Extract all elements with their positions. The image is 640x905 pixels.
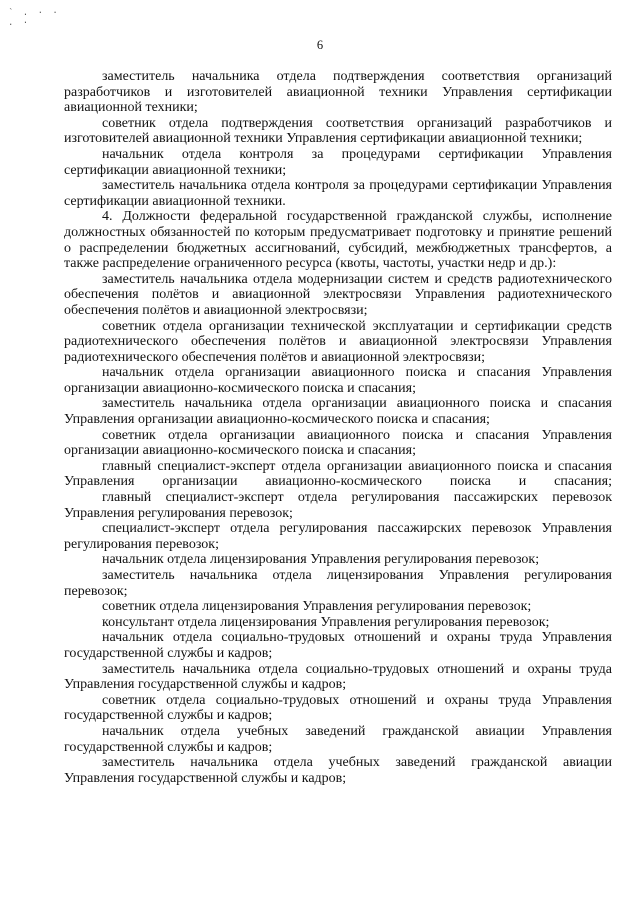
paragraph: заместитель начальника отдела учебных заведений гражданской авиации Управления государственной службы и кадров; (64, 755, 612, 786)
paragraph: заместитель начальника отдела контроля за процедурами сертификации Управления сертификации авиационной техники. (64, 178, 612, 209)
paragraph: советник отдела организации технической эксплуатации и сертификации средств радиотехнического обеспечения полётов и авиационной электросвязи Управления радиотехнического обеспечения полётов и авиационной электросвязи; (64, 318, 612, 365)
paragraph: заместитель начальника отдела лицензирования Управления регулирования перевозок; (64, 568, 612, 599)
paragraph: начальник отдела контроля за процедурами сертификации Управления сертификации авиационной техники; (64, 146, 612, 178)
paragraph: заместитель начальника отдела организации авиационного поиска и спасания Управления организации авиационно-космического поиска и спасания; (64, 396, 612, 428)
document-body (64, 69, 612, 786)
paragraph: советник отдела социально-трудовых отношений и охраны труда Управления государственной службы и кадров; (64, 692, 612, 724)
paragraph: советник отдела организации авиационного поиска и спасания Управления организации авиационно-космического поиска и спасания; (64, 427, 612, 459)
paragraph: советник отдела лицензирования Управления регулирования перевозок; (102, 599, 532, 615)
paragraph: специалист-эксперт отдела регулирования пассажирских перевозок Управления регулирования перевозок; (64, 521, 612, 552)
paragraph: начальник отдела лицензирования Управления регулирования перевозок; (102, 552, 540, 568)
scan-marks: ` . · · . · (8, 8, 60, 28)
paragraph: 4. Должности федеральной государственной гражданской службы, исполнение должностных обязанностей по которым предусматривает подготовку и принятие решений о распределении бюджетных ассигнований, субсидий, межбюджетных трансфертов, а также распределение ограниченного ресурса (квоты, частоты, участки недр и др.): (64, 209, 612, 272)
paragraph: начальник отдела организации авиационного поиска и спасания Управления организации авиационно-космического поиска и спасания; (64, 365, 612, 396)
page-number: 6 (316, 38, 324, 52)
paragraph: начальник отдела социально-трудовых отношений и охраны труда Управления государственной службы и кадров; (64, 630, 612, 661)
paragraph: начальник отдела учебных заведений гражданской авиации Управления государственной службы и кадров; (64, 723, 612, 755)
paragraph: консультант отдела лицензирования Управления регулирования перевозок; (102, 614, 550, 630)
paragraph: заместитель начальника отдела подтверждения соответствия организаций разработчиков и изготовителей авиационной техники Управления сертификации авиационной техники; (64, 69, 612, 116)
paragraph: главный специалист-эксперт отдела организации авиационного поиска и спасания Управления организации авиационно-космического поиска и спасания; (64, 458, 612, 490)
paragraph: советник отдела подтверждения соответствия организаций разработчиков и изготовителей авиационной техники Управления сертификации авиационной техники; (64, 115, 612, 147)
paragraph: главный специалист-эксперт отдела регулирования пассажирских перевозок Управления регулирования перевозок; (64, 490, 612, 521)
paragraph: заместитель начальника отдела модернизации систем и средств радиотехнического обеспечения полётов и авиационной электросвязи Управления радиотехнического обеспечения полётов и авиационной электросвязи; (64, 271, 612, 318)
paragraph: заместитель начальника отдела социально-трудовых отношений и охраны труда Управления государственной службы и кадров; (64, 661, 612, 693)
